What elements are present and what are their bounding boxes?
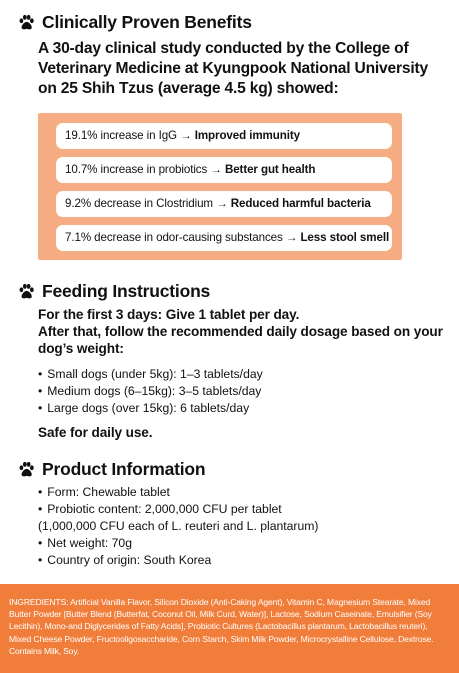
list-item: • Small dogs (under 5kg): 1–3 tablets/day: [38, 366, 438, 383]
paw-icon: [18, 461, 35, 478]
benefit-item: 19.1% increase in IgG → Improved immunity: [56, 123, 392, 149]
list-item: • Form: Chewable tablet: [38, 484, 438, 501]
list-item: (1,000,000 CFU each of L. reuteri and L. plantarum): [38, 519, 319, 533]
ingredients-band: [0, 584, 459, 673]
benefit-item: 7.1% decrease in odor-causing substances → Less stool smell: [56, 225, 392, 251]
dosage-list: [38, 366, 438, 417]
product-heading-text: Product Information: [42, 459, 206, 479]
feeding-heading: [18, 281, 210, 302]
list-item: • Probiotic content: 2,000,000 CFU per tablet: [38, 501, 438, 518]
product-info-list: [38, 484, 438, 569]
benefits-heading-text: Clinically Proven Benefits: [42, 12, 252, 32]
study-intro: A 30-day clinical study conducted by the College of Veterinary Medicine at Kyungpook National University on 25 Shih Tzus (average 4.5 kg) showed:: [38, 40, 428, 97]
after-text: After that, follow the recommended daily dosage based on your dog’s weight:: [38, 324, 443, 356]
ingredients-text: INGREDIENTS: Artificial Vanilla Flavor, Silicon Dioxide (Anti-Caking Agent), Vitamin C, Magnesium Stearate, Mixed Butter Powder [Butter Blend (Butterfat, Coconut Oil, Milk Curd, Water)], Lactose, Sodium Caseinate, Emulsifier (Soy Lecithin), Mono-and Diglycerides of Fatty Acids], Probiotic Cultures (Lactobacillus plantarum, Lactobacillus reuteri), Mixed Cheese Powder, Fructooligosaccharide, Corn Starch, Skim Milk Powder, Microcrystalline Cellulose, Dextrose. Contains Milk, Soy.: [9, 597, 434, 656]
list-item: • Medium dogs (6–15kg): 3–5 tablets/day: [38, 383, 438, 400]
paw-icon: [18, 283, 35, 300]
safe-text: Safe for daily use.: [38, 425, 153, 440]
list-item: • Net weight: 70g: [38, 535, 438, 552]
product-heading: [18, 459, 205, 480]
benefit-item: 9.2% decrease in Clostridium → Reduced harmful bacteria: [56, 191, 392, 217]
feeding-heading-text: Feeding Instructions: [42, 281, 211, 301]
benefit-item: 10.7% increase in probiotics → Better gut health: [56, 157, 392, 183]
benefits-box: [38, 113, 402, 260]
first-days-text: For the first 3 days: Give 1 tablet per day.: [38, 307, 300, 322]
paw-icon: [18, 14, 35, 31]
benefits-heading: [18, 12, 252, 33]
list-item: • Country of origin: South Korea: [38, 552, 438, 569]
list-item: • Large dogs (over 15kg): 6 tablets/day: [38, 400, 438, 417]
